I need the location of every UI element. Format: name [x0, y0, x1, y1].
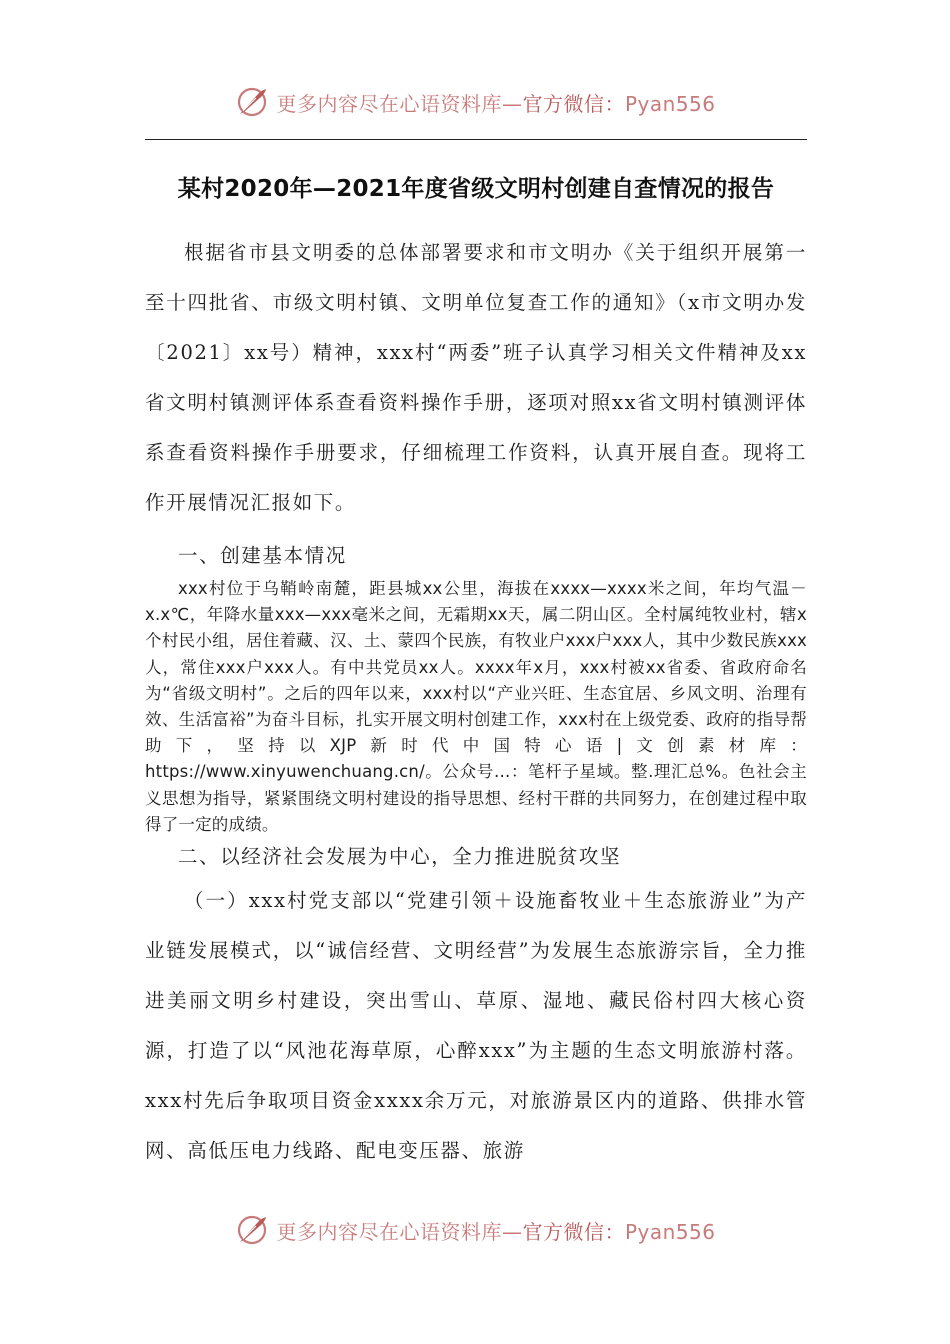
section-2-heading: 二、以经济社会发展为中心，全力推进脱贫攻坚 — [178, 845, 622, 868]
header-divider — [145, 139, 807, 140]
section-1-body: xxx村位于乌鞘岭南麓，距县城xx公里，海拔在xxxx—xxxx米之间，年均气温－x.x℃，年降水量xxx—xxx毫米之间，无霜期xx天，属二阴山区。全村属纯牧业村，辖x个村民小组，居住着藏、汉、土、蒙四个民族，有牧业户xxx户xxx人，其中少数民族xxx人，常住xxx户xxx人。有中共党员xx人。xxxx年x月，xxx村被xx省委、省政府命名为“省级文明村”。之后的四年以来，xxx村以“产业兴旺、生态宜居、乡风文明、治理有效、生活富裕”为奋斗目标，扎实开展文明村创建工作，xxx村在上级党委、政府的指导帮助下，坚持以XJP新时代中国特心语|文创素材库：https://www.xinyuwenchuang.cn/。公众号…：笔杆子星域。整.理汇总%。色社会主义思想为指导，紧紧围绕文明村建设的指导思想、经村干群的共同努力，在创建过程中取得了一定的成绩。 — [145, 579, 807, 834]
banner-separator: — — [501, 1219, 523, 1244]
banner-separator: — — [501, 91, 523, 116]
banner-wechat-id: Pyan556 — [624, 1219, 716, 1244]
banner-text — [276, 88, 715, 117]
banner-main-text: 更多内容尽在心语资料库 — [276, 1219, 502, 1244]
document-title: 某村2020年—2021年度省级文明村创建自查情况的报告 — [177, 176, 775, 202]
section-1-heading: 一、创建基本情况 — [178, 544, 347, 567]
quill-logo-icon — [234, 84, 270, 120]
footer-banner — [0, 1210, 950, 1250]
quill-logo-icon — [234, 1212, 270, 1248]
banner-label: 官方微信： — [522, 1219, 625, 1244]
banner-wechat-id: Pyan556 — [624, 91, 716, 116]
banner-text — [276, 1216, 715, 1245]
banner-main-text: 更多内容尽在心语资料库 — [276, 91, 502, 116]
section-2-body: （一）xxx村党支部以“党建引领＋设施畜牧业＋生态旅游业”为产业链发展模式，以“诚信经营、文明经营”为发展生态旅游宗旨，全力推进美丽文明乡村建设，突出雪山、草原、湿地、藏民俗村四大核心资源，打造了以“风池花海草原，心醉xxx”为主题的生态文明旅游村落。xxx村先后争取项目资金xxxx余万元，对旅游景区内的道路、供排水管网、高低压电力线路、配电变压器、旅游 — [145, 889, 807, 1162]
header-banner — [0, 82, 950, 122]
banner-label: 官方微信： — [522, 91, 625, 116]
intro-paragraph: 根据省市县文明委的总体部署要求和市文明办《关于组织开展第一至十四批省、市级文明村镇、文明单位复查工作的通知》（x市文明办发〔2021〕xx号）精神，xxx村“两委”班子认真学习相关文件精神及xx省文明村镇测评体系查看资料操作手册，逐项对照xx省文明村镇测评体系查看资料操作手册要求，仔细梳理工作资料，认真开展自查。现将工作开展情况汇报如下。 — [145, 241, 807, 514]
